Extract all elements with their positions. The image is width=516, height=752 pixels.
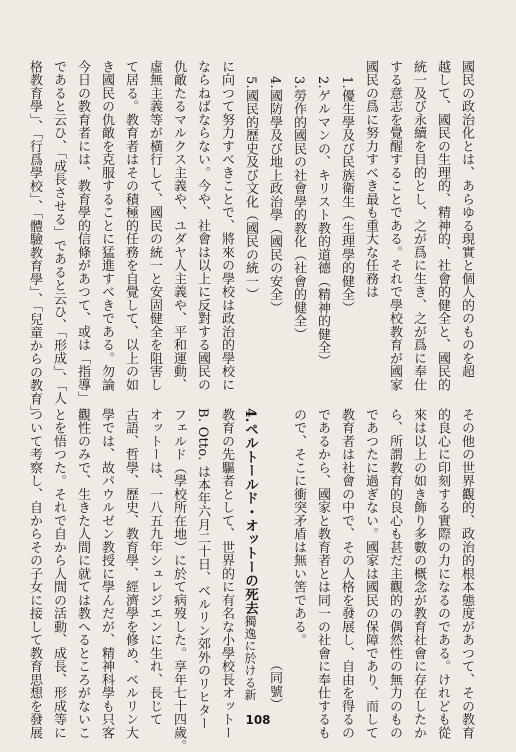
text-line: ら、所謂教育的良心も甚だ主觀的の偶然性の無力のもの: [387, 407, 402, 739]
text-line: フェルド（學校所在地）に於て病歿した。享年七十四歲。: [171, 407, 186, 752]
section-heading: 4.ペルトールド・オットーの死去: [242, 407, 258, 615]
list-item: 2.ゲルマンの、キリスト教的道德（精神的健全）: [315, 75, 330, 367]
text-line: 格教育學」、「行爲學校」、「體驗教育學」、「兒童からの教育」: [27, 59, 42, 419]
text-line: 觀性のみで、生きた人間に就ては教へるところがないこ: [75, 407, 90, 739]
list-item: 5.國民的歷史及び文化（國民の統一）: [243, 75, 258, 301]
text-line: 古語、哲學、歷史、教育學、經濟學を修め、ベルリン大: [123, 407, 138, 739]
text-line: ついて考察し、自からその子女に接して教育思想を發展: [27, 407, 42, 739]
text-line: 虛無主義等が橫行して、國民の統一と安固健全を阻害し: [147, 59, 162, 391]
text-line: 的良心に印刻する實際の力になるのである。けれども從: [435, 407, 450, 739]
text-line: する意志を覺醒することである。それで學校教育が國家: [387, 59, 402, 391]
list-item: 3.勞作的國民の社會學的教化（社會的健全）: [291, 75, 306, 341]
text-line: ので、そこに衝突矛盾は無い筈である。: [291, 407, 306, 647]
text-line: 國民の政治化とは、あらゆる現實と個人的のものを超: [459, 59, 474, 378]
list-item: 4.國防學及び地上政治學（國民の安全）: [267, 75, 282, 314]
text-line: オットーは、一八五九年シュレジエンに生れ、長じて: [147, 407, 162, 726]
text-line: ならねばならない。今や、社會は以上に反對する國民の: [195, 59, 210, 391]
list-item: 1.優生學及び民族衛生（生理學的健全）: [339, 75, 354, 314]
text-line: 教育の先驅者として、世界的に有名な小學校長オットー: [219, 407, 234, 739]
text-line: であるから、國家と教育者とは同一の社會に奉仕するも: [315, 407, 330, 739]
text-line: 國民の爲に努力すべき最も重大な任務は: [363, 59, 378, 299]
text-line: 今日の教育者には、教育學的信條があつて、或は「指導」: [75, 59, 90, 405]
text-line: 仇敵たるマルクス主義や、ユダヤ人主義や、平和運動、: [171, 59, 186, 391]
text-line: に向つて努力すべきことで、將來の學校は政治的學校に: [219, 59, 234, 391]
source-note: （同號）: [267, 657, 282, 711]
text-line: 教育者は社會の中で、その人格を發展し、自由を得るの: [339, 407, 354, 739]
text-line: 來は以上の如き飾り多數の概念が教育社會に存在したか: [411, 407, 426, 739]
text-line: その他の世界觀的、政治的根本態度があつて、その教育: [459, 407, 474, 739]
text-line: て居る。教育者はその積極的任務を自覺して、以上の如: [123, 59, 138, 391]
heading-note: 獨逸に於ける新: [243, 614, 257, 701]
text-line: 學では、故パウルゼン教授に學んだが、精神科學も只客: [99, 407, 114, 739]
text-line: き國民の仇敵を克服することに猛進すべきである。勿論: [99, 59, 114, 391]
text-line: 統一及び永續を目的とし、之が爲に生き、之が爲に奉仕: [411, 59, 426, 391]
text-line: であつたに過ぎない。國家は國民の保障であり、而して: [363, 407, 378, 739]
section-heading-line: [238, 408, 262, 701]
text-line: であると云ひ、「成長させる」であると云ひ、「形成」、「人: [51, 59, 66, 405]
upper-text-block: [27, 42, 502, 419]
text-line: 越して、國民の生理的、精神的、社會的健全と、國民的: [435, 59, 450, 391]
text-line: B. Otto. は本年六月二十日、ベルリン郊外のリヒター: [195, 407, 210, 730]
page-number: 108: [245, 713, 271, 727]
text-line: とを悟つた。それで自から人間の活動、成長、形成等に: [51, 407, 66, 739]
